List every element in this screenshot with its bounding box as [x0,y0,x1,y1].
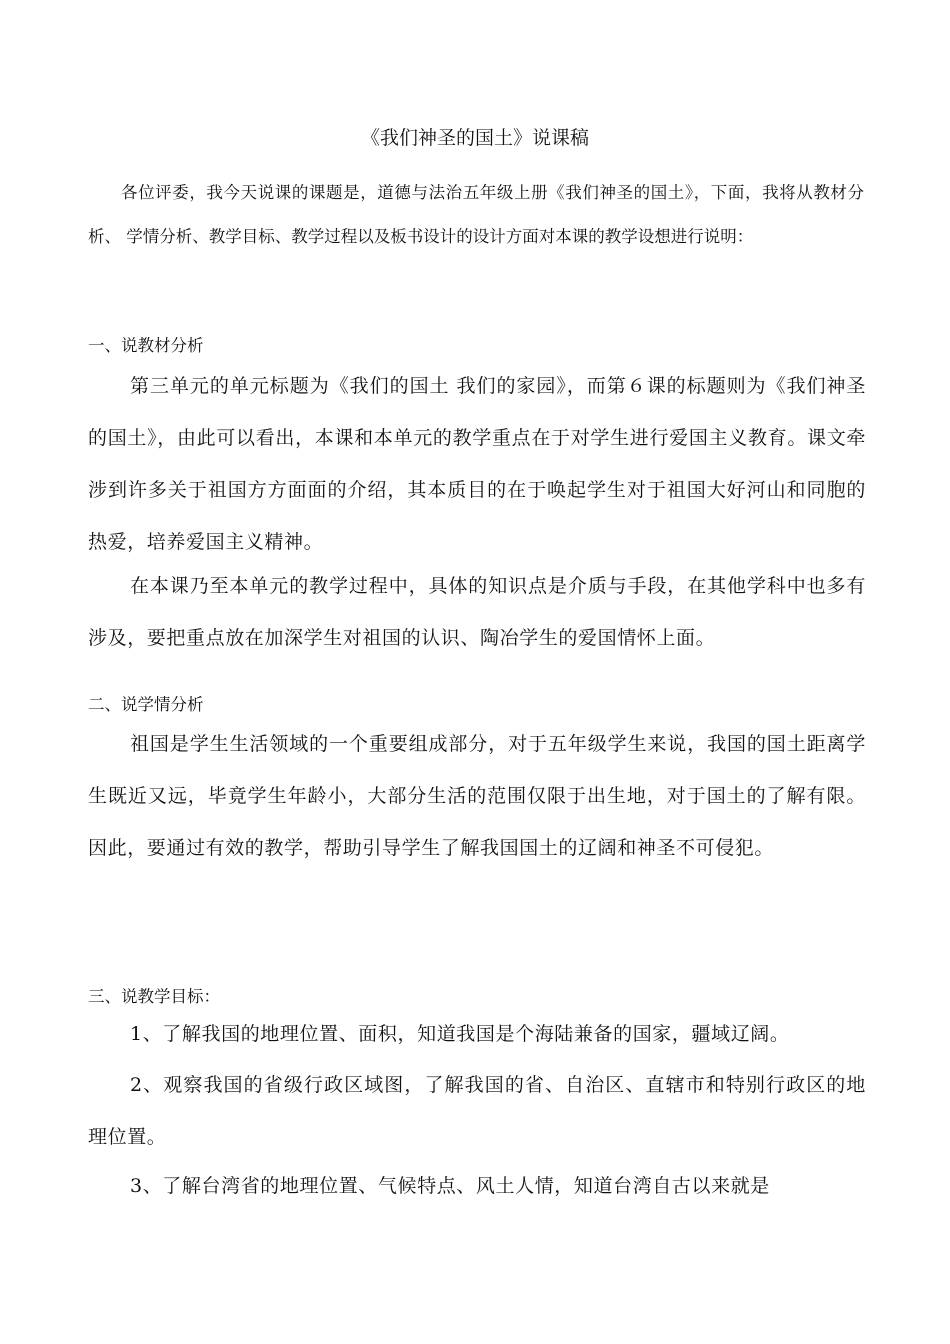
list-item: 3、了解台湾省的地理位置、气候特点、风土人情，知道台湾自古以来就是 [130,1175,770,1197]
paragraph: 祖国是学生生活领域的一个重要组成部分，对于五年级学生来说，我国的国土距离学生既近又远，毕竟学生年龄小，大部分生活的范围仅限于出生地，对于国土的了解有限。因此，要通过有效的教学，帮助引导学生了解我国国土的辽阔和神圣不可侵犯。 [88,733,866,859]
intro-paragraph: 各位评委，我今天说课的课题是，道德与法治五年级上册《我们神圣的国土》，下面，我将从教材分析、 学情分析、教学目标、教学过程以及板书设计的设计方面对本课的教学设想进行说明： [88,183,864,246]
paragraph: 第三单元的单元标题为《我们的国土 我们的家园》，而第６课的标题则为《我们神圣的国土》，由此可以看出，本课和本单元的教学重点在于对学生进行爱国主义教育。课文牵涉到许多关于祖国方方面面的介绍，其本质目的在于唤起学生对于祖国大好河山和同胞的热爱，培养爱国主义精神。 [88,375,866,553]
section-heading-textbook-analysis: 一、说教材分析 [88,336,204,355]
list-item: 2、观察我国的省级行政区域图，了解我国的省、自治区、直辖市和特别行政区的地理位置。 [88,1074,866,1148]
list-item: 1、了解我国的地理位置、面积，知道我国是个海陆兼备的国家，疆域辽阔。 [130,1023,790,1045]
section-heading-teaching-goals: 三、说教学目标： [88,987,220,1006]
paragraph: 在本课乃至本单元的教学过程中，具体的知识点是介质与手段，在其他学科中也多有涉及，要把重点放在加深学生对祖国的认识、陶冶学生的爱国情怀上面。 [88,575,866,649]
section-heading-student-analysis: 二、说学情分析 [88,695,204,714]
page-title: 《我们神圣的国土》说课稿 [360,127,589,149]
